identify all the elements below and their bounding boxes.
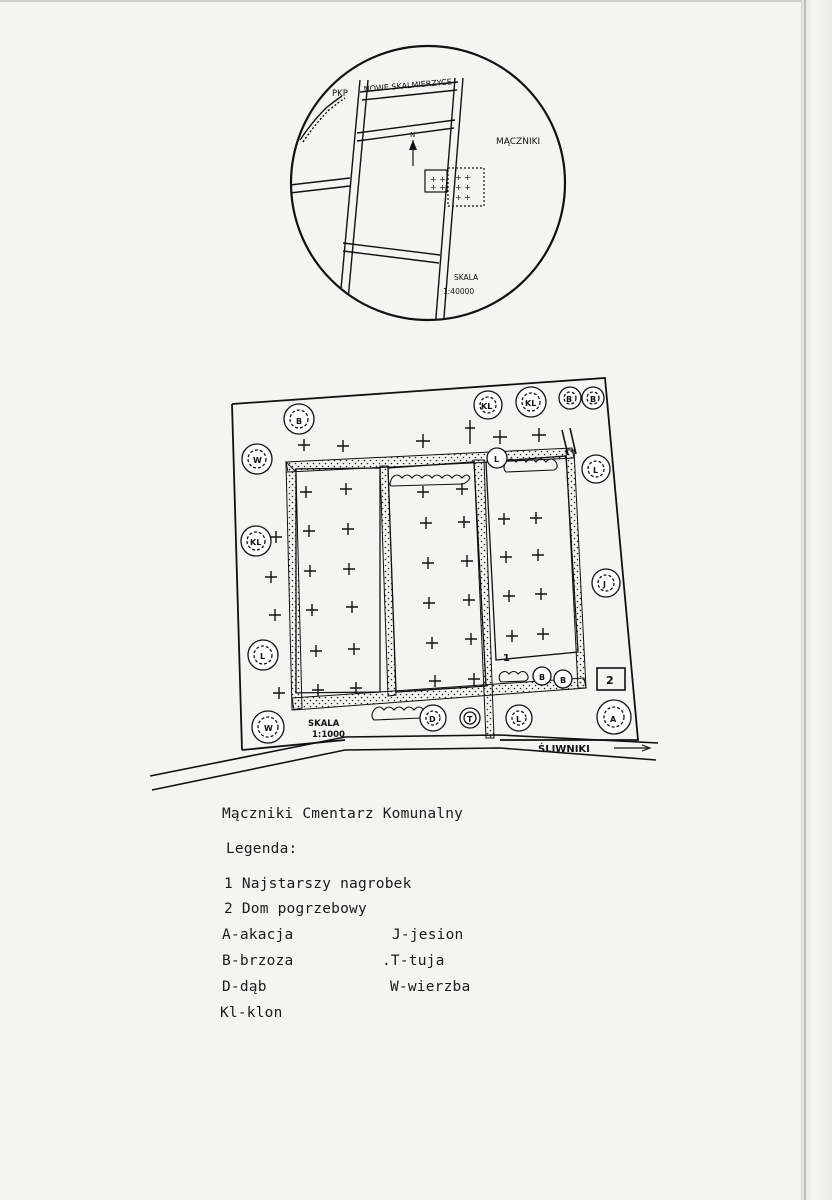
road-label: ŚLIWNIKI <box>538 744 590 755</box>
legend-item-funeral-house: 2 Dom pogrzebowy <box>224 901 367 917</box>
svg-text:W: W <box>253 456 262 465</box>
svg-text:+ +: + + <box>430 183 446 192</box>
svg-text:L: L <box>260 652 266 661</box>
svg-text:T: T <box>467 715 473 724</box>
legend-tree-d: D-dąb <box>222 979 267 995</box>
marker-funeral-house: 2 <box>606 674 614 687</box>
arrow-right-icon <box>614 745 650 751</box>
svg-text:+ +: + + <box>430 175 446 184</box>
legend-item-oldest-grave: 1 Najstarszy nagrobek <box>224 876 412 892</box>
svg-text:+ +: + + <box>455 173 471 182</box>
svg-text:L: L <box>494 455 500 464</box>
grave-sections <box>296 456 578 693</box>
legend-tree-w: W-wierzba <box>390 979 471 995</box>
legend-tree-j: J-jesion <box>392 927 464 943</box>
north-label: N <box>410 131 416 139</box>
plan-scale-title: SKALA <box>308 719 340 729</box>
svg-text:A: A <box>610 715 617 724</box>
inset-scale-value: 1:40000 <box>443 287 475 296</box>
road <box>340 80 360 300</box>
plan-scale-value: 1:1000 <box>312 730 345 740</box>
legend-tree-b: B-brzoza <box>222 953 294 969</box>
hedges <box>372 459 557 720</box>
inset-label-railway: PKP <box>332 89 348 99</box>
inset-label-town: NOWE SKALMIERZYCE <box>363 77 453 94</box>
marker-oldest-grave: 1 <box>503 653 510 664</box>
svg-text:D: D <box>429 715 436 724</box>
north-arrow-icon <box>409 131 417 166</box>
svg-text:B: B <box>296 417 303 426</box>
svg-text:L: L <box>516 715 522 724</box>
svg-text:L: L <box>593 466 599 475</box>
svg-text:B: B <box>566 395 573 404</box>
inset-label-village: MĄCZNIKI <box>496 137 541 147</box>
svg-text:J: J <box>603 580 606 589</box>
legend-tree-t: .T-tuja <box>382 953 445 969</box>
svg-text:B: B <box>560 676 567 685</box>
legend-heading: Legenda: <box>226 841 298 857</box>
svg-text:+ +: + + <box>455 183 471 192</box>
legend-tree-kl: Kl-klon <box>220 1005 283 1021</box>
svg-text:KL: KL <box>525 399 537 408</box>
svg-text:+ +: + + <box>455 193 471 202</box>
inset-location-map <box>290 46 565 330</box>
legend-title: Mączniki Cmentarz Komunalny <box>222 806 464 822</box>
svg-text:B: B <box>539 673 546 682</box>
svg-text:B: B <box>590 395 597 404</box>
cemetery-plan <box>150 378 658 790</box>
svg-text:KL: KL <box>250 538 262 547</box>
svg-text:KL: KL <box>481 402 493 411</box>
legend-tree-a: A-akacja <box>222 927 294 943</box>
inset-scale-title: SKALA <box>454 273 479 282</box>
svg-text:W: W <box>264 724 273 733</box>
tree-icon <box>592 569 620 597</box>
